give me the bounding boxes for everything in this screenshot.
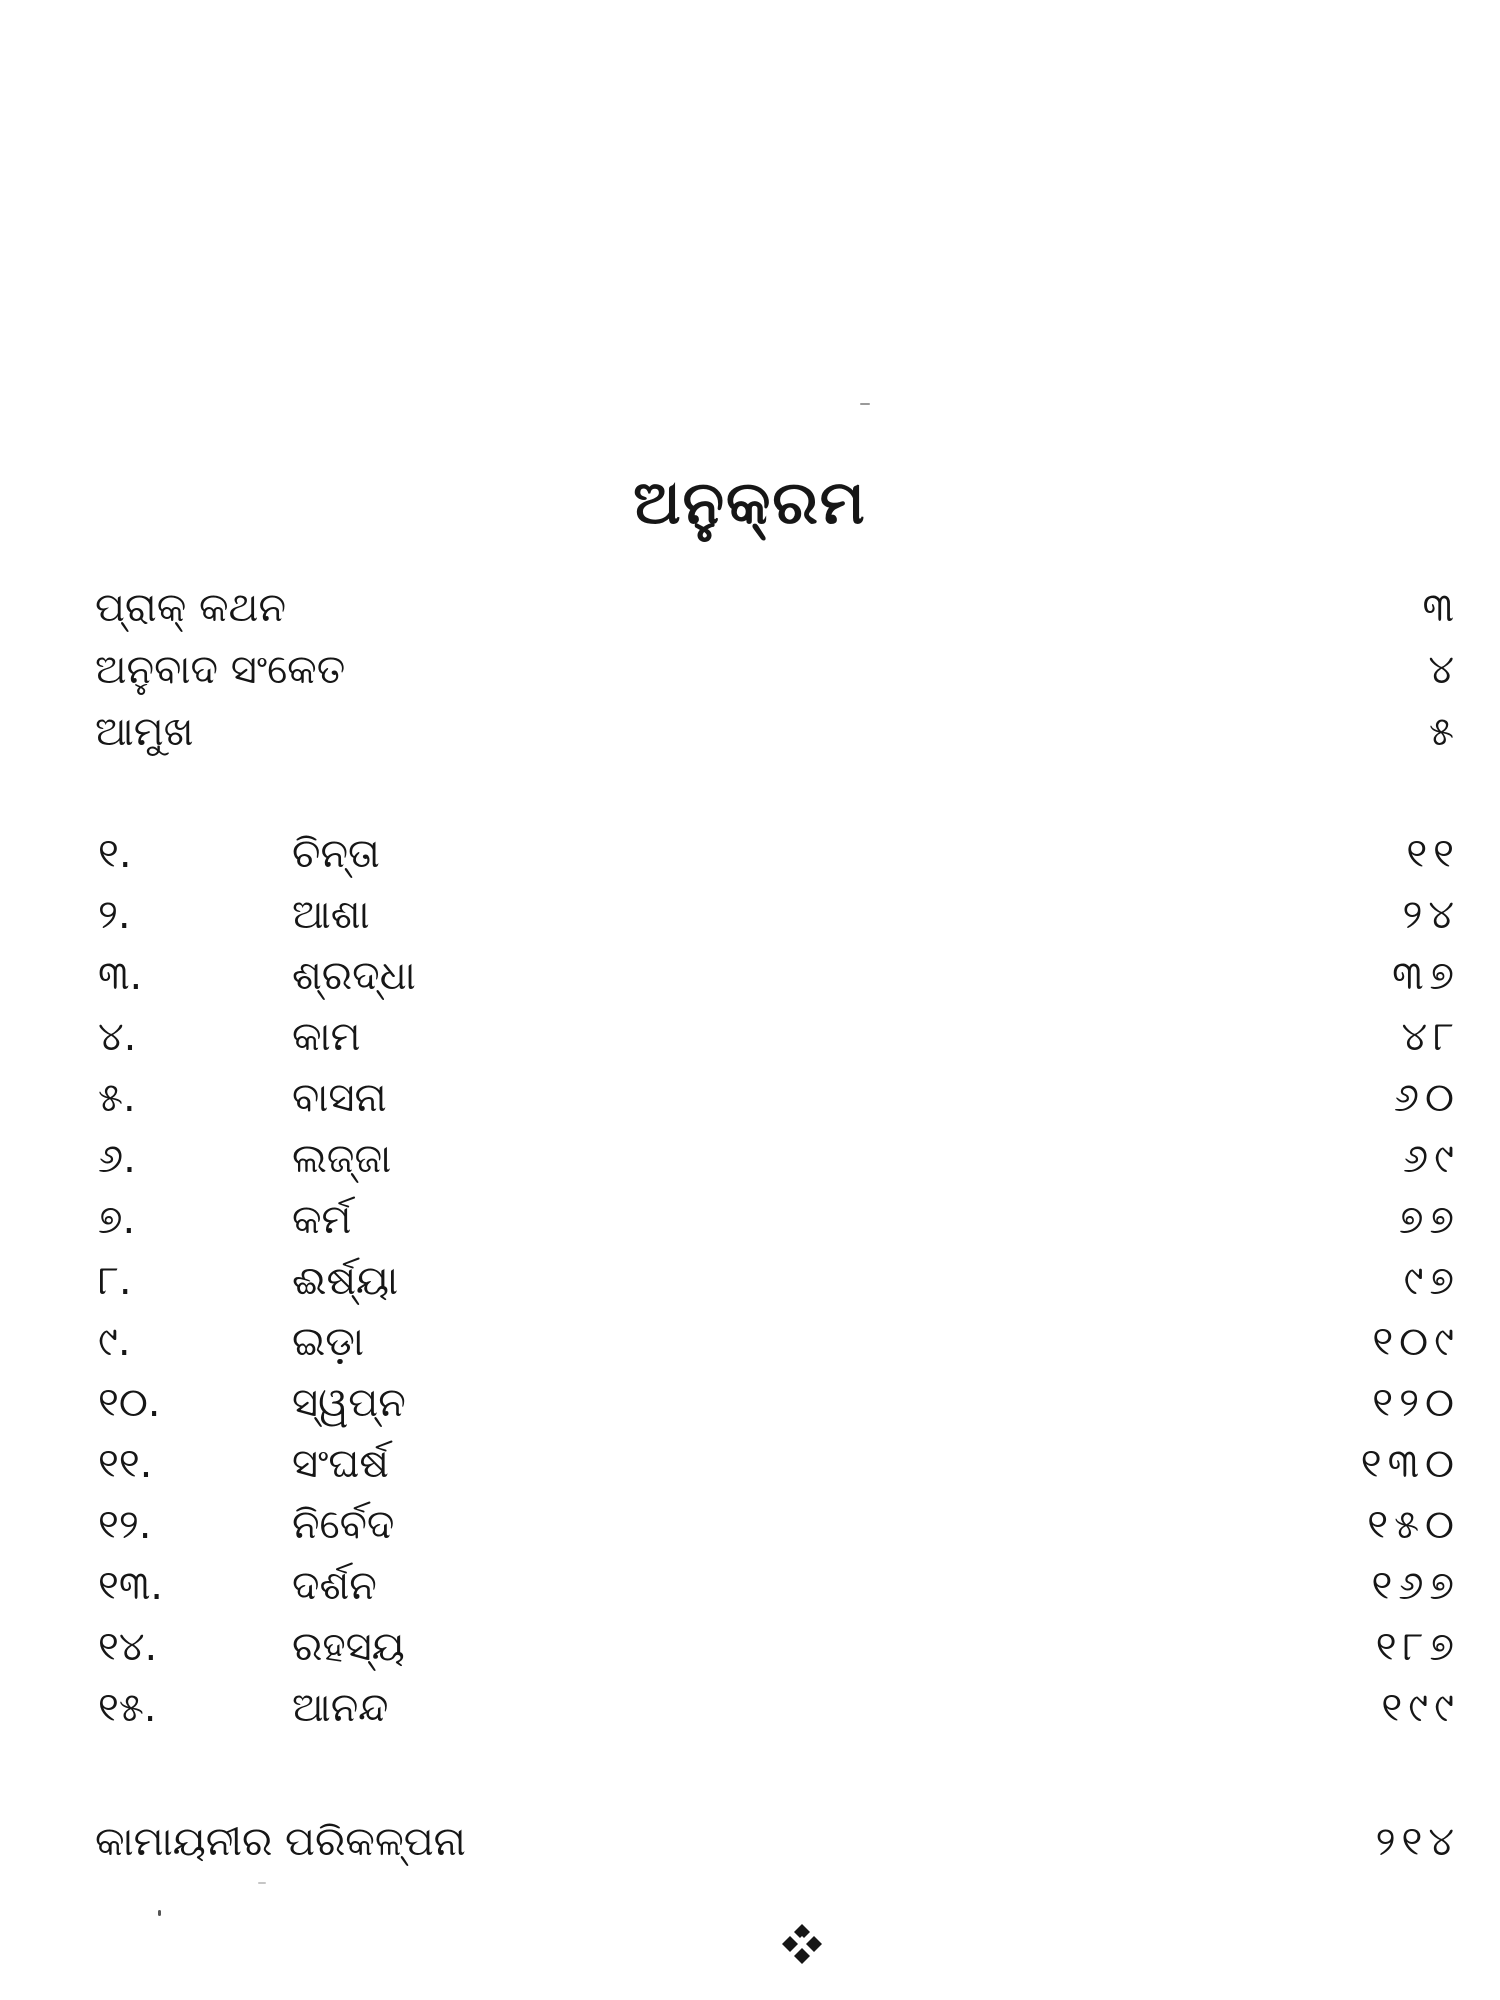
chapter-title: ଚିନ୍ତା — [292, 831, 380, 877]
entry-page-number: ୯୭ — [1403, 1258, 1460, 1304]
chapter-title: ଦର୍ଶନ — [292, 1563, 377, 1609]
chapter-number: ୬. — [98, 1136, 136, 1182]
chapter-number: ୧୪. — [98, 1624, 158, 1670]
entry-page-number: ୧୮୭ — [1375, 1624, 1460, 1670]
chapter-number: ୧୧. — [98, 1441, 153, 1487]
chapter-number: ୧. — [98, 831, 132, 877]
entry-page-number: ୫ — [1429, 709, 1460, 755]
chapter-number: ୧୨. — [98, 1502, 152, 1548]
entry-label: ପ୍ରାକ୍ କଥନ — [95, 585, 287, 631]
chapter-title: ଈର୍ଷ୍ୟା — [292, 1258, 399, 1304]
chapter-title: ସଂଘର୍ଷ — [292, 1441, 389, 1487]
toc-entry-front — [0, 700, 1500, 764]
entry-page-number: ୧୫୦ — [1367, 1502, 1460, 1548]
scan-speck — [258, 1882, 266, 1884]
entry-page-number: ୧୩୦ — [1360, 1441, 1460, 1487]
chapter-title: ନିର୍ବେଦ — [292, 1502, 395, 1548]
entry-label: ଆମୁଖ — [95, 709, 194, 755]
entry-label: ଅନୁବାଦ ସଂକେତ — [95, 647, 346, 693]
toc-entry-chapter — [0, 1554, 1500, 1618]
chapter-number: ୭. — [98, 1197, 136, 1243]
toc-entry-chapter — [0, 1493, 1500, 1557]
entry-page-number: ୨୧୪ — [1375, 1819, 1460, 1865]
entry-page-number: ୪୮ — [1401, 1014, 1460, 1060]
entry-page-number: ୬୦ — [1393, 1075, 1460, 1121]
entry-page-number: ୧୬୭ — [1371, 1563, 1460, 1609]
toc-entry-chapter — [0, 822, 1500, 886]
toc-entry-chapter — [0, 1310, 1500, 1374]
toc-entry-chapter — [0, 1432, 1500, 1496]
diamond-cluster-icon — [772, 1922, 832, 1972]
chapter-title: ଆନନ୍ଦ — [292, 1685, 389, 1731]
chapter-title: ବାସନା — [292, 1075, 387, 1121]
entry-page-number: ୧୨୦ — [1372, 1380, 1460, 1426]
page-title: ଅନୁକ୍ରମ — [633, 468, 867, 538]
toc-entry-chapter — [0, 1249, 1500, 1313]
chapter-title: ଶ୍ରଦ୍ଧା — [292, 953, 416, 999]
entry-page-number: ୩ — [1422, 585, 1460, 631]
chapter-number: ୩. — [98, 953, 143, 999]
toc-entry-chapter — [0, 1188, 1500, 1252]
toc-entry-chapter — [0, 1615, 1500, 1679]
toc-entry-back — [0, 1810, 1500, 1874]
entry-page-number: ୧୯୯ — [1381, 1685, 1460, 1731]
chapter-title: ରହସ୍ୟ — [292, 1624, 405, 1670]
chapter-title: ସ୍ୱପ୍ନ — [292, 1380, 406, 1426]
chapter-number: ୯. — [98, 1319, 131, 1365]
toc-entry-chapter — [0, 944, 1500, 1008]
entry-page-number: ୧୦୯ — [1372, 1319, 1460, 1365]
chapter-number: ୪. — [98, 1014, 137, 1060]
chapter-number: ୮. — [98, 1258, 132, 1304]
toc-entry-chapter — [0, 1676, 1500, 1740]
entry-page-number: ୬୯ — [1403, 1136, 1460, 1182]
chapter-number: ୧୩. — [98, 1563, 163, 1609]
toc-entry-chapter — [0, 883, 1500, 947]
entry-page-number: ୩୭ — [1392, 953, 1460, 999]
entry-label: କାମାୟନୀର ପରିକଳ୍ପନା — [95, 1819, 466, 1865]
chapter-number: ୫. — [98, 1075, 136, 1121]
entry-page-number: ୧୧ — [1406, 831, 1460, 877]
entry-page-number: ୨୪ — [1402, 892, 1460, 938]
toc-entry-chapter — [0, 1371, 1500, 1435]
scan-speck — [860, 403, 870, 405]
chapter-title: କାମ — [292, 1014, 361, 1060]
toc-entry-chapter — [0, 1005, 1500, 1069]
toc-entry-chapter — [0, 1066, 1500, 1130]
chapter-title: ଆଶା — [292, 892, 370, 938]
chapter-number: ୧୫. — [98, 1685, 157, 1731]
toc-entry-chapter — [0, 1127, 1500, 1191]
chapter-title: ଲଜ୍ଜା — [292, 1136, 392, 1182]
toc-entry-front — [0, 638, 1500, 702]
chapter-title: କର୍ମ — [292, 1197, 352, 1243]
chapter-number: ୧୦. — [98, 1380, 161, 1426]
toc-entry-front — [0, 576, 1500, 640]
entry-page-number: ୪ — [1428, 647, 1460, 693]
chapter-title: ଇଡ଼ା — [292, 1319, 365, 1365]
chapter-number: ୨. — [98, 892, 131, 938]
entry-page-number: ୭୭ — [1399, 1197, 1460, 1243]
scan-speck — [158, 1910, 161, 1916]
